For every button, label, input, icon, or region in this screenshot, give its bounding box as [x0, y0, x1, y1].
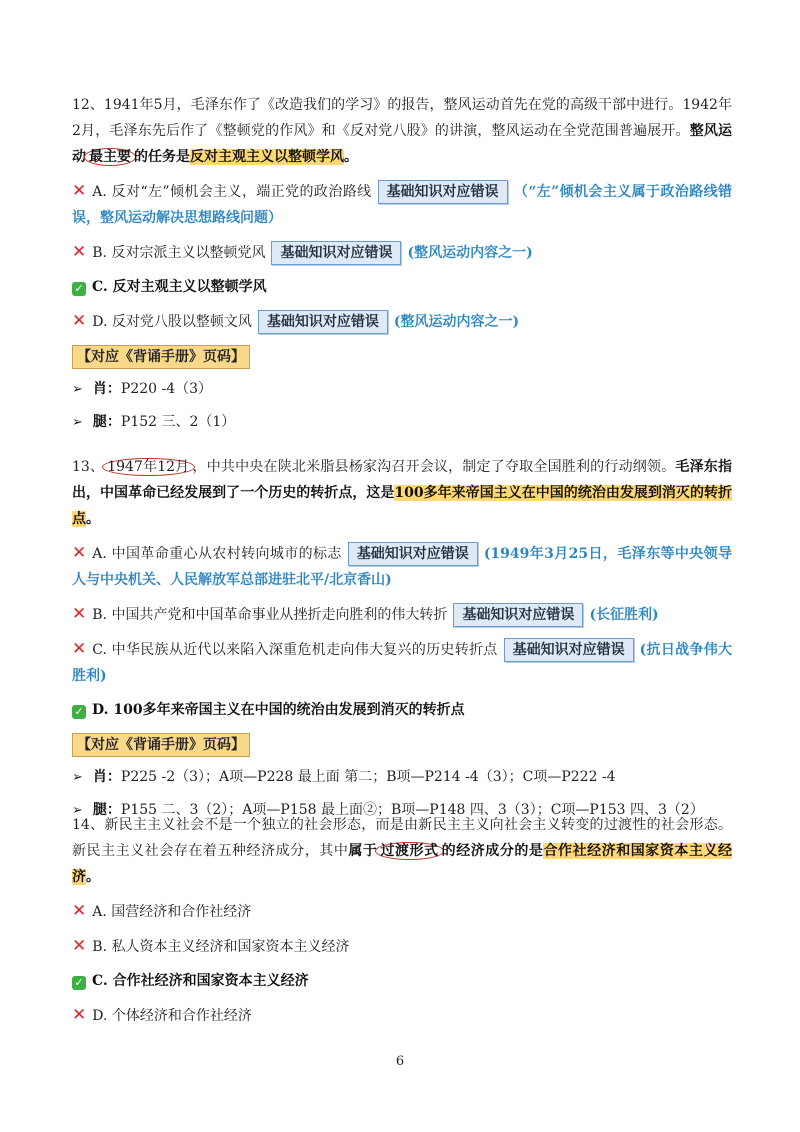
explanation-note: (抗日战争伟大胜利): [72, 642, 732, 684]
option-b: ✕ B. 私人资本主义经济和国家资本主义经济: [72, 936, 350, 956]
check-box-icon: ✓: [72, 705, 86, 719]
option-c: ✓ C. 反对主观主义以整顿学风: [72, 274, 732, 300]
explanation-note: (整风运动内容之一): [407, 245, 533, 261]
cross-mark-icon: ✕: [72, 639, 87, 659]
arrow-bullet-icon: ➢: [72, 382, 83, 397]
explanation-note: （“左”倾机会主义属于政治路线错误，整风运动解决思想路线问题）: [72, 184, 732, 226]
highlighted-answer: 反对主观主义以整顿学风: [190, 149, 344, 165]
cross-mark-icon: ✕: [72, 543, 87, 563]
explanation-note: (长征胜利): [589, 607, 659, 623]
cross-mark-icon: ✕: [72, 311, 87, 331]
reference-item: ➢ 肖：P225 -2（3）；A项—P228 最上面 第二；B项—P214 -4（3）；C项—P222 -4: [72, 769, 616, 785]
error-badge: 基础知识对应错误: [271, 241, 401, 265]
question-stem: 12、1941年5月，毛泽东作了《改造我们的学习》的报告，整风运动首先在党的高级干部中进行。1942年2月，毛泽东先后作了《整顿党的作风》和《反对党八股》的讲演，整风运动在全党范围普遍展开。整风运动 最主要 的任务是反对主观主义以整顿学风。: [72, 97, 733, 165]
cross-mark-icon: ✕: [72, 604, 87, 624]
arrow-bullet-icon: ➢: [72, 770, 83, 785]
option-b: ✕ B. 反对宗派主义以整顿党风 基础知识对应错误 (整风运动内容之一): [72, 239, 732, 266]
reference-label: 【对应《背诵手册》页码】: [72, 345, 250, 369]
explanation-note: (整风运动内容之一): [393, 314, 520, 330]
option-c: ✕ C. 中华民族从近代以来陷入深重危机走向伟大复兴的历史转折点 基础知识对应错误 (抗日战争伟大胜利): [72, 639, 732, 684]
check-box-icon: ✓: [72, 282, 86, 296]
error-badge: 基础知识对应错误: [504, 638, 634, 662]
option-d: ✕ D. 个体经济和合作社经济: [72, 1005, 252, 1025]
cross-mark-icon: ✕: [72, 181, 87, 201]
option-d: ✕ D. 反对党八股以整顿文风 基础知识对应错误 (整风运动内容之一): [72, 308, 732, 335]
option-a: ✕ A. 中国革命重心从农村转向城市的标志 基础知识对应错误 (1949年3月25日，毛泽东等中央领导人与中央机关、人民解放军总部进驻北平/北京香山): [72, 543, 733, 588]
question-12: [72, 92, 732, 436]
error-badge: 基础知识对应错误: [348, 542, 478, 566]
option-a: ✕ A. 反对“左”倾机会主义，端正党的政治路线 基础知识对应错误 （“左”倾机会主义属于政治路线错误，整风运动解决思想路线问题）: [72, 181, 732, 226]
reference-item: ➢ 腿：P155 二、3（2）；A项—P158 最上面②；B项—P148 四、3（3）；C项—P153 四、3（2）: [72, 802, 704, 818]
highlighted-answer: 100多年来帝国主义在中国的统治由发展到消灭的转折点: [72, 485, 732, 527]
cross-mark-icon: ✕: [72, 242, 87, 262]
question-stem: 14、新民主主义社会不是一个独立的社会形态，而是由新民主主义向社会主义转变的过渡性的社会形态。新民主主义社会存在着五种经济成分，其中属于 过渡形式 的经济成分的是合作社经济和国家资本主义经济。: [72, 817, 733, 885]
highlighted-answer: 合作社经济和国家资本主义经济: [72, 843, 733, 885]
check-box-icon: ✓: [72, 976, 86, 990]
option-c: ✓ C. 合作社经济和国家资本主义经济: [72, 968, 732, 994]
error-badge: 基础知识对应错误: [258, 310, 388, 334]
option-d: ✓ D. 100多年来帝国主义在中国的统治由发展到消灭的转折点: [72, 697, 732, 723]
question-13: [72, 454, 732, 824]
circled-text: 1947年12月: [102, 458, 194, 476]
error-badge: 基础知识对应错误: [378, 180, 508, 204]
question-stem: 13、 1947年12月 ，中共中央在陕北米脂县杨家沟召开会议，制定了夺取全国胜利的行动纲领。毛泽东指出，中国革命已经发展到了一个历史的转折点，这是100多年来帝国主义在中国的统治由发展到消灭的转折点。: [72, 459, 733, 527]
cross-mark-icon: ✕: [72, 936, 87, 956]
option-a: ✕ A. 国营经济和合作社经济: [72, 901, 252, 921]
circled-text: 最主要: [84, 148, 136, 166]
reference-item: ➢ 肖：P220 -4（3）: [72, 381, 213, 397]
cross-mark-icon: ✕: [72, 1005, 87, 1025]
reference-label: 【对应《背诵手册》页码】: [72, 733, 250, 757]
option-b: ✕ B. 中国共产党和中国革命事业从挫折走向胜利的伟大转折 基础知识对应错误 (长征胜利): [72, 601, 732, 628]
cross-mark-icon: ✕: [72, 901, 87, 921]
question-14: [72, 812, 732, 1029]
explanation-note: (1949年3月25日，毛泽东等中央领导人与中央机关、人民解放军总部进驻北平/北京香山): [72, 546, 733, 588]
circled-text: 过渡形式: [375, 842, 443, 860]
arrow-bullet-icon: ➢: [72, 415, 83, 430]
error-badge: 基础知识对应错误: [453, 603, 583, 627]
page-number: 6: [395, 1054, 405, 1069]
reference-item: ➢ 腿：P152 三、2（1）: [72, 414, 236, 430]
arrow-bullet-icon: ➢: [72, 803, 83, 818]
